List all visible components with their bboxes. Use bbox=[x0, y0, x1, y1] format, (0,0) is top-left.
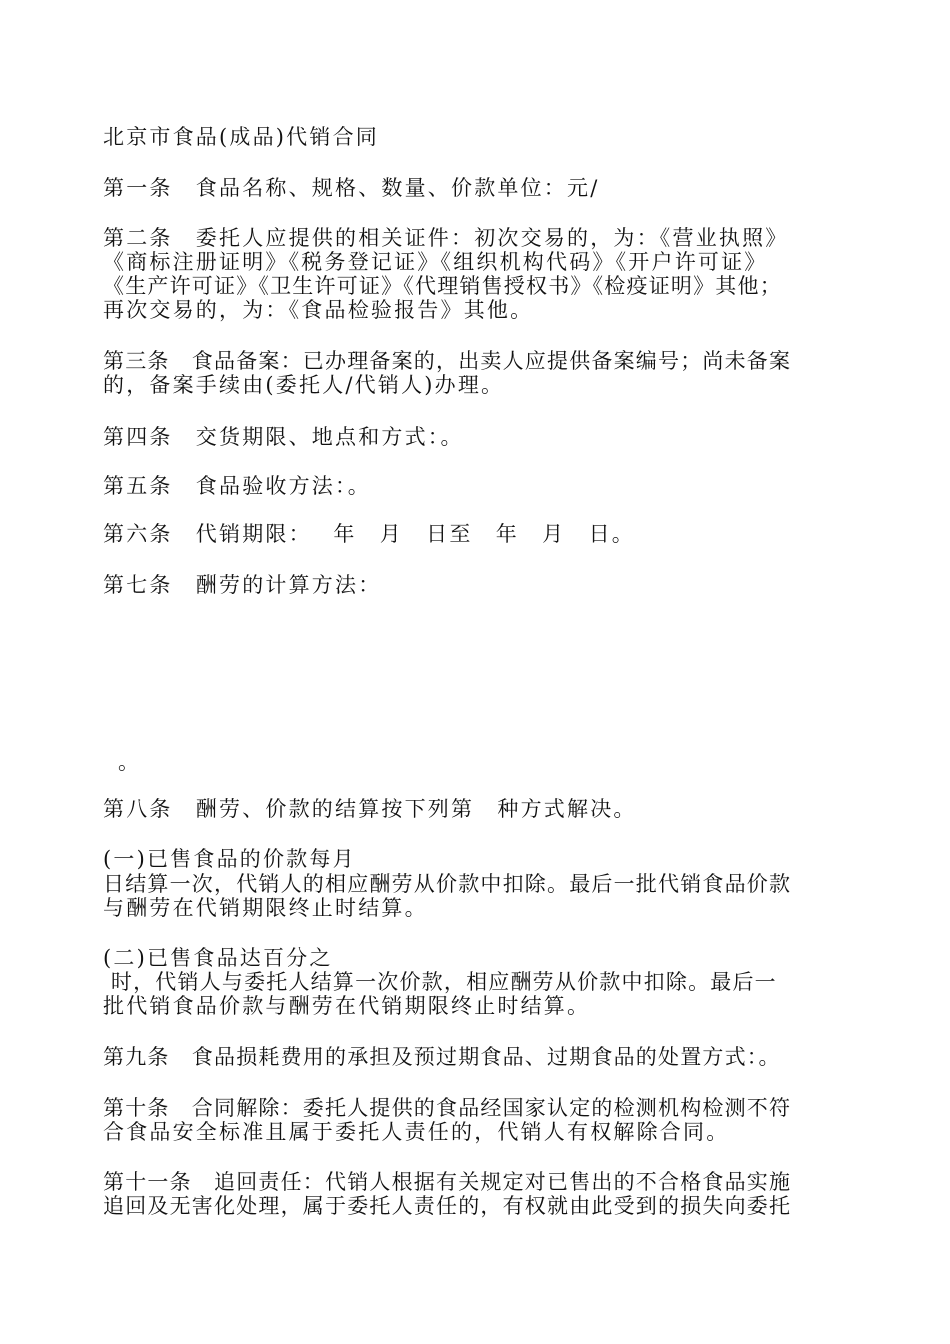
option-1-line-2: 日结算一次，代销人的相应酬劳从价款中扣除。最后一批代销食品价款 bbox=[103, 872, 792, 896]
article-2-line-3: 《生产许可证》《卫生许可证》《代理销售授权书》《检疫证明》其他； bbox=[103, 274, 782, 298]
option-2-line-1: (二)已售食品达百分之 bbox=[103, 946, 333, 970]
option-1-line-1: (一)已售食品的价款每月 bbox=[103, 847, 356, 871]
article-7-end: 。 bbox=[118, 750, 142, 774]
article-1: 第一条 食品名称、规格、数量、价款单位：元/ bbox=[103, 176, 600, 200]
article-11-line-1: 第十一条 追回责任：代销人根据有关规定对已售出的不合格食品实施 bbox=[103, 1170, 792, 1194]
article-6: 第六条 代销期限： 年 月 日至 年 月 日。 bbox=[103, 522, 635, 546]
article-10-line-1: 第十条 合同解除：委托人提供的食品经国家认定的检测机构检测不符 bbox=[103, 1096, 792, 1120]
article-10-line-2: 合食品安全标准且属于委托人责任的，代销人有权解除合同。 bbox=[103, 1120, 730, 1144]
article-4: 第四条 交货期限、地点和方式：。 bbox=[103, 425, 464, 449]
article-5: 第五条 食品验收方法：。 bbox=[103, 474, 371, 498]
option-2-line-3: 批代销食品价款与酬劳在代销期限终止时结算。 bbox=[103, 994, 591, 1018]
article-9: 第九条 食品损耗费用的承担及预过期食品、过期食品的处置方式：。 bbox=[103, 1045, 781, 1069]
article-7: 第七条 酬劳的计算方法： bbox=[103, 573, 382, 597]
option-1-line-3: 与酬劳在代销期限终止时结算。 bbox=[103, 896, 428, 920]
article-2-line-4: 再次交易的，为：《食品检验报告》其他。 bbox=[103, 298, 534, 322]
article-2-line-2: 《商标注册证明》《税务登记证》《组织机构代码》《开户许可证》 bbox=[103, 250, 768, 274]
option-2-line-2: 时，代销人与委托人结算一次价款，相应酬劳从价款中扣除。最后一 bbox=[103, 970, 777, 994]
article-8: 第八条 酬劳、价款的结算按下列第 种方式解决。 bbox=[103, 797, 637, 821]
document-title: 北京市食品(成品)代销合同 bbox=[103, 125, 379, 149]
article-2-line-1: 第二条 委托人应提供的相关证件：初次交易的，为：《营业执照》 bbox=[103, 226, 789, 250]
article-11-line-2: 追回及无害化处理，属于委托人责任的，有权就由此受到的损失向委托 bbox=[103, 1194, 792, 1218]
article-3-line-1: 第三条 食品备案：已办理备案的，出卖人应提供备案编号；尚未备案 bbox=[103, 349, 792, 373]
article-3-line-2: 的，备案手续由(委托人/代销人)办理。 bbox=[103, 373, 505, 397]
